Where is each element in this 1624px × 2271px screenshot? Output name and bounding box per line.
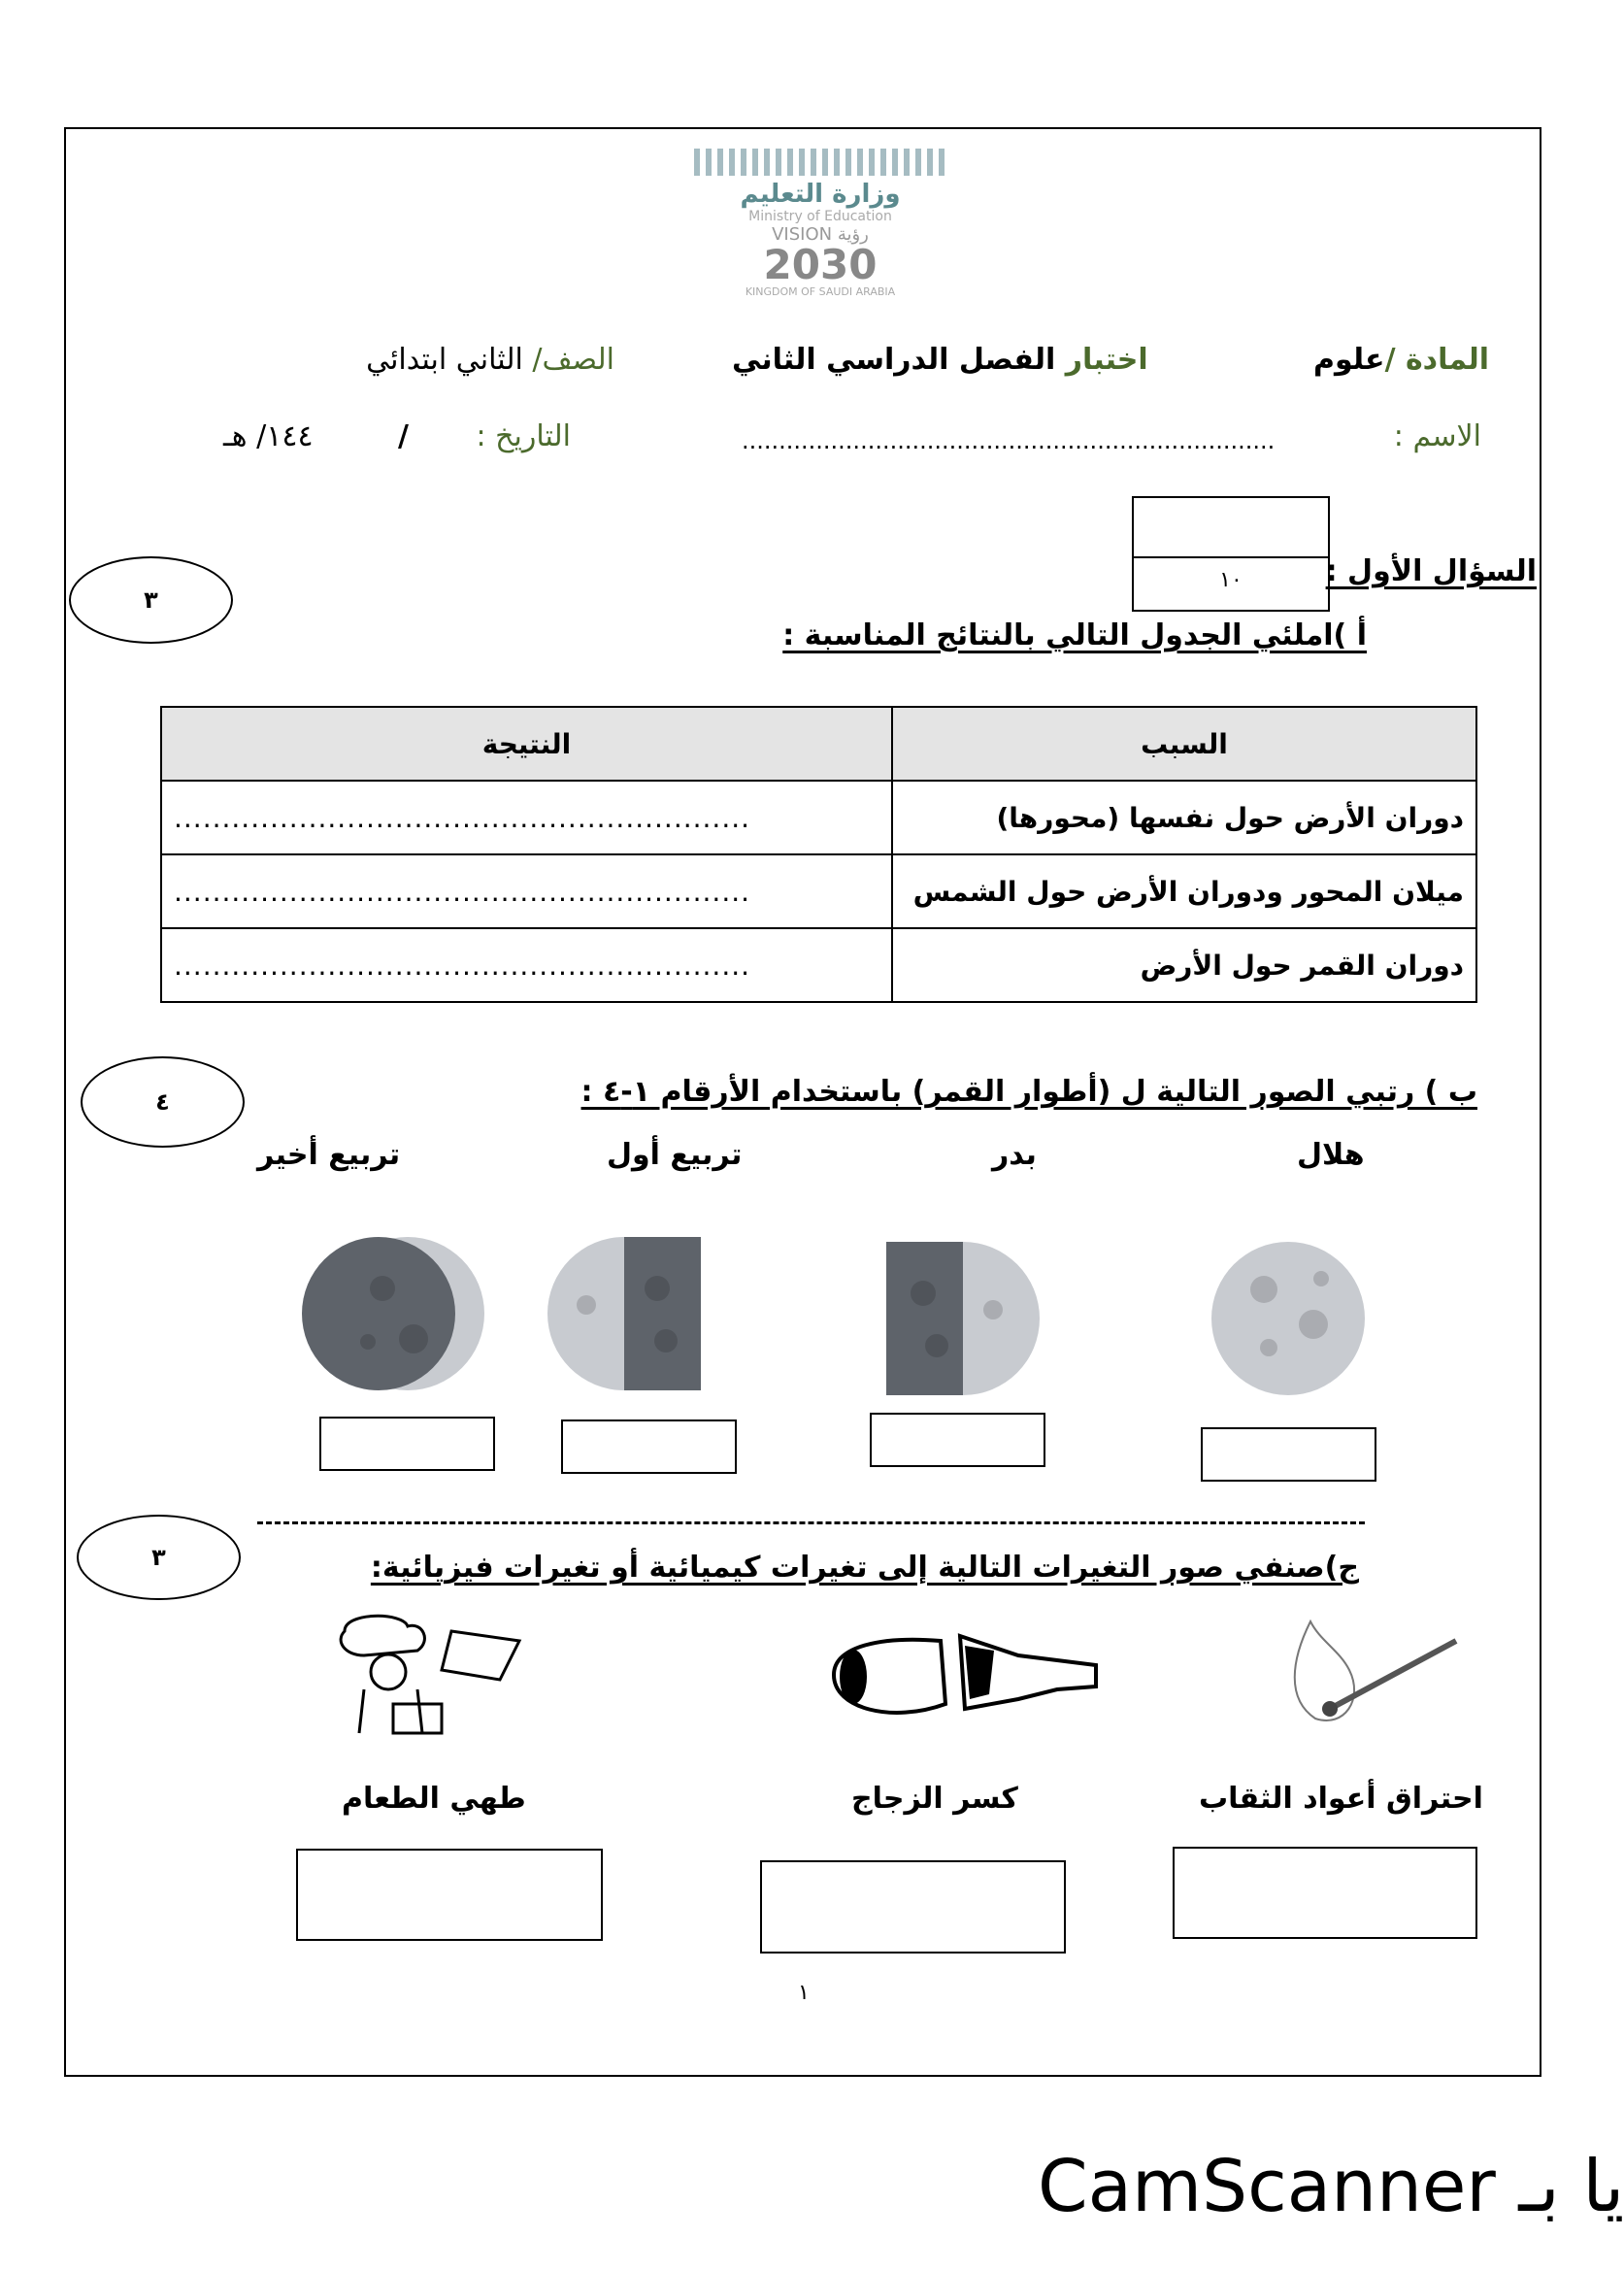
logo-english: Ministry of Education (748, 209, 892, 224)
exam-label: اختبار (1065, 343, 1148, 377)
moon-half-icon (886, 1242, 1040, 1395)
header-result: النتيجة (161, 707, 892, 781)
part-b-title: ب ) رتبي الصور التالية ل (أطوار القمر) باستخدام الأرقام ١-٤ : (580, 1075, 1477, 1109)
name-label: الاسم : (1393, 419, 1481, 453)
footer-text: CamScanner (1038, 2145, 1496, 2228)
grade-label: الصف/ (532, 343, 614, 377)
result-cell[interactable]: ............................................................ (161, 928, 892, 1002)
mark-b: ٤ (155, 1088, 170, 1116)
logo-kingdom: KINGDOM OF SAUDI ARABIA (745, 285, 896, 298)
classify-box-glass[interactable] (760, 1860, 1066, 1954)
name-field[interactable]: ........................................................................ (742, 427, 1276, 454)
item-label-glass: كسر الزجاج (851, 1782, 1018, 1816)
exam-title (732, 343, 1148, 377)
date-label: التاريخ : (476, 419, 571, 453)
item-label-cooking: طهي الطعام (342, 1782, 526, 1816)
score-box (1132, 496, 1330, 612)
logo-arabic: وزارة التعليم (740, 180, 901, 209)
question-1-title: السؤال الأول : (1325, 554, 1537, 588)
mark-oval-c (77, 1515, 241, 1600)
score-total: ١٠ (1219, 568, 1243, 592)
mark-c: ٣ (151, 1544, 166, 1571)
cause-result-table (160, 706, 1477, 1003)
burning-match-icon (1272, 1602, 1475, 1732)
broken-bottle-icon (824, 1617, 1106, 1728)
moon-first-quarter-icon (547, 1237, 701, 1390)
mark-a: ٣ (144, 586, 158, 614)
date-slash: / (398, 419, 409, 453)
logo-dots (694, 149, 946, 176)
header-cause: السبب (892, 707, 1476, 781)
camscanner-footer (1038, 2145, 1624, 2228)
exam-value: الفصل الدراسي الثاني (732, 343, 1056, 377)
classify-box-cooking[interactable] (296, 1849, 603, 1941)
moon-full-icon (1211, 1242, 1365, 1395)
phase-label-last-quarter: تربيع أخير (257, 1138, 401, 1172)
date-year[interactable]: ١٤٤/ هـ (223, 419, 314, 453)
subject (1313, 343, 1489, 377)
footer-prefix: يا بـ (1518, 2145, 1624, 2228)
item-label-match: احتراق أعواد الثقاب (1199, 1782, 1483, 1816)
section-divider (257, 1521, 1365, 1524)
phase-label-full: بدر (992, 1138, 1037, 1172)
result-cell[interactable]: ............................................................ (161, 854, 892, 928)
moon-last-quarter-icon (331, 1237, 484, 1390)
ministry-logo (607, 145, 1034, 319)
grade-value: الثاني ابتدائي (366, 343, 523, 377)
subject-value: علوم (1313, 343, 1385, 377)
logo-vision: VISION رؤية (772, 224, 869, 245)
order-box-full[interactable] (870, 1413, 1045, 1467)
order-box-last-quarter[interactable] (319, 1417, 495, 1471)
order-box-crescent[interactable] (1201, 1427, 1376, 1482)
part-a-title: أ )املئي الجدول التالي بالنتائج المناسبة : (782, 618, 1367, 652)
part-c-title: ج)صنفي صور التغيرات التالية إلى تغيرات كيميائية أو تغيرات فيزيائية: (370, 1551, 1359, 1585)
cause-cell: دوران القمر حول الأرض (892, 928, 1476, 1002)
table-row (161, 928, 1476, 1002)
phase-label-crescent: هلال (1297, 1138, 1365, 1172)
grade (366, 343, 614, 377)
mark-oval-b (81, 1056, 245, 1148)
mark-oval-a (69, 556, 233, 644)
logo-year: 2030 (763, 241, 878, 288)
table-row (161, 854, 1476, 928)
chef-cooking-icon (325, 1612, 556, 1735)
result-cell[interactable]: ............................................................ (161, 781, 892, 854)
cause-cell: دوران الأرض حول نفسها (محورها) (892, 781, 1476, 854)
table-row (161, 781, 1476, 854)
phase-label-first-quarter: تربيع أول (607, 1138, 743, 1172)
cause-cell: ميلان المحور ودوران الأرض حول الشمس (892, 854, 1476, 928)
page-number: ١ (798, 1981, 810, 2005)
order-box-first-quarter[interactable] (561, 1419, 737, 1474)
classify-box-match[interactable] (1173, 1847, 1477, 1939)
subject-label: المادة / (1384, 343, 1489, 377)
